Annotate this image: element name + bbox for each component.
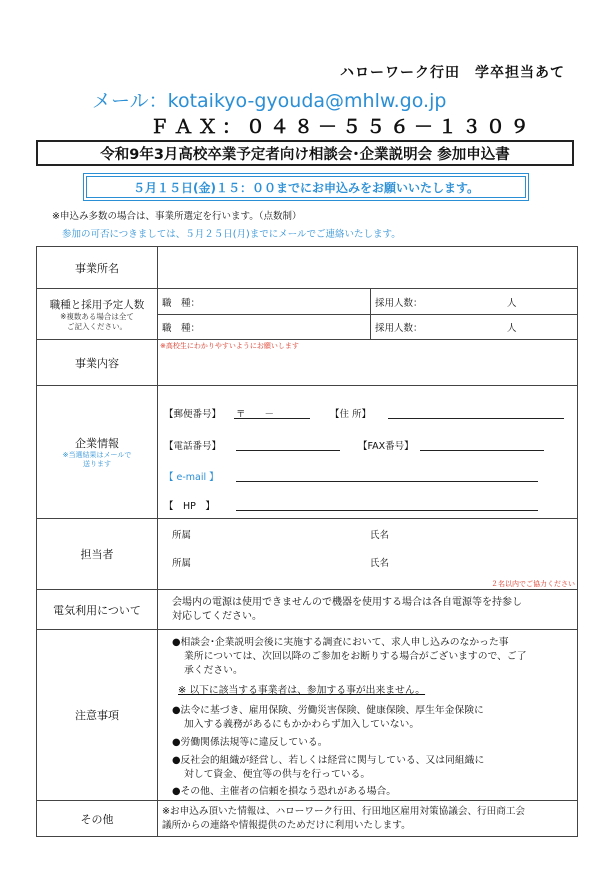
postal-mark: 〒 －: [236, 409, 275, 420]
label-company: [37, 247, 158, 289]
fax-field[interactable]: [420, 450, 544, 451]
name-label-2: 氏名: [370, 558, 390, 569]
row-contact: [37, 519, 578, 590]
label-jobs-sub2: ご記入ください。: [67, 321, 127, 331]
contact-hint: ２名以内でご協力ください: [491, 580, 575, 588]
label-info-sub2: 送ります: [83, 460, 111, 468]
phone-field[interactable]: [236, 450, 340, 451]
job-label-2: 職 種：: [162, 323, 201, 334]
email-field[interactable]: [236, 481, 538, 482]
label-electric: [37, 590, 158, 630]
hp-label: 【 HP 】: [164, 501, 215, 512]
postal-label: 【郵便番号】: [164, 409, 222, 420]
label-info-text: 企業情報: [75, 437, 119, 450]
caution-b1-1: ●法令に基づき、雇用保険、労働災害保険、健康保険、厚生年金保険に: [172, 705, 484, 716]
email-address: メール：kotaikyo-gyouda@mhlw.go.jp: [92, 90, 447, 112]
caution-b3-2: 対して資金、便宜等の供与を行っている。: [184, 769, 371, 780]
job-label-1: 職 種：: [162, 298, 201, 309]
address-field[interactable]: [388, 418, 564, 419]
contact-cell: [158, 519, 578, 590]
label-jobs-text: 職種と採用予定人数: [49, 298, 145, 311]
label-info: [37, 386, 158, 519]
business-field[interactable]: [158, 340, 578, 386]
label-contact-text: 担当者: [80, 548, 114, 561]
caution-warning: ※ 以下に該当する事業者は、参加する事が出来ません。: [178, 685, 426, 696]
row-business: [37, 340, 578, 386]
caution-b1-2: 加入する義務があるにもかかわらず加入していない。: [184, 719, 420, 730]
contact-note: 参加の可否につきましては、５月２５日(月)までにメールでご連絡いたします。: [62, 229, 401, 240]
label-contact: [37, 519, 158, 590]
electric-text-2: 対応してください。: [172, 610, 262, 622]
label-jobs: [37, 289, 158, 340]
info-cell: [158, 386, 578, 519]
label-other-text: その他: [80, 812, 114, 826]
row-electric: [37, 590, 578, 630]
selection-note: ※申込み多数の場合は、事業所選定を行います。（点数制）: [52, 211, 302, 222]
label-company-text: 事業所名: [75, 261, 119, 275]
label-caution: [37, 630, 158, 801]
company-name-field[interactable]: [158, 247, 578, 289]
row-info: [37, 386, 578, 519]
hp-field[interactable]: [236, 510, 538, 511]
application-form: [36, 246, 578, 837]
caution-b4: ●その他、主催者の信頼を損なう恐れがある場合。: [172, 786, 397, 797]
email-label: 【 e-mail 】: [164, 472, 219, 483]
dept-label-2: 所属: [172, 558, 192, 569]
label-jobs-sub1: ※複数ある場合は全て: [60, 311, 134, 321]
caution-cell: [158, 630, 578, 801]
name-label-1: 氏名: [370, 530, 390, 541]
count-unit-2: 人: [507, 323, 517, 334]
business-hint: ※高校生にわかりやすいようにお願いします: [160, 342, 299, 350]
row-company: [37, 247, 578, 289]
dept-label-1: 所属: [172, 530, 192, 541]
form-title: 令和9年3月高校卒業予定者向け相談会･企業説明会 参加申込書: [36, 140, 574, 166]
caution-p1-1: ●相談会･企業説明会後に実施する調査において、求人申し込みのなかった事: [172, 637, 509, 648]
other-text-1: ※お申込み頂いた情報は、ハローワーク行田、行田地区雇用対策協議会、行田商工会: [162, 805, 526, 817]
postal-field[interactable]: [234, 418, 310, 419]
count-unit-1: 人: [507, 298, 517, 309]
count-label-1: 採用人数：: [375, 298, 423, 309]
recipient: ハローワーク行田 学卒担当あて: [340, 65, 565, 81]
count-column: [371, 289, 577, 339]
label-other: [37, 801, 158, 837]
count-label-2: 採用人数：: [375, 323, 423, 334]
caution-p1-3: 承ください。: [184, 665, 243, 676]
label-business-text: 事業内容: [75, 356, 119, 370]
label-info-sub1: ※当選結果はメールで: [62, 451, 132, 459]
label-electric-text: 電気利用について: [53, 603, 141, 617]
row-other: [37, 801, 578, 837]
fax-number: ＦＡＸ：０４８－５５６－１３０９: [150, 116, 535, 138]
row-jobs: [37, 289, 578, 340]
jobs-cell: [158, 289, 578, 340]
other-text-2: 議所からの連絡や情報提供のためだけに利用いたします。: [162, 819, 411, 831]
fax-label: 【FAX番号】: [358, 441, 414, 452]
caution-b2: ●労働関係法規等に違反している。: [172, 737, 328, 748]
caution-p1-2: 業所については、次回以降のご参加をお断りする場合がございますので、ご了: [184, 651, 527, 662]
job-column: [158, 289, 371, 339]
electric-cell: [158, 590, 578, 630]
phone-label: 【電話番号】: [164, 441, 222, 452]
row-caution: [37, 630, 578, 801]
caution-b3-1: ●反社会的組織が経営し、若しくは経営に関与している、又は同組織に: [172, 755, 485, 766]
address-label: 【住 所】: [330, 409, 372, 420]
label-business: [37, 340, 158, 386]
other-cell: [158, 801, 578, 837]
deadline-notice: ５月１５日(金)１５：００までにお申込みをお願いいたします。: [86, 176, 526, 198]
electric-text-1: 会場内の電源は使用できませんので機器を使用する場合は各自電源等を持参し: [172, 596, 522, 608]
label-caution-text: 注意事項: [75, 709, 119, 722]
